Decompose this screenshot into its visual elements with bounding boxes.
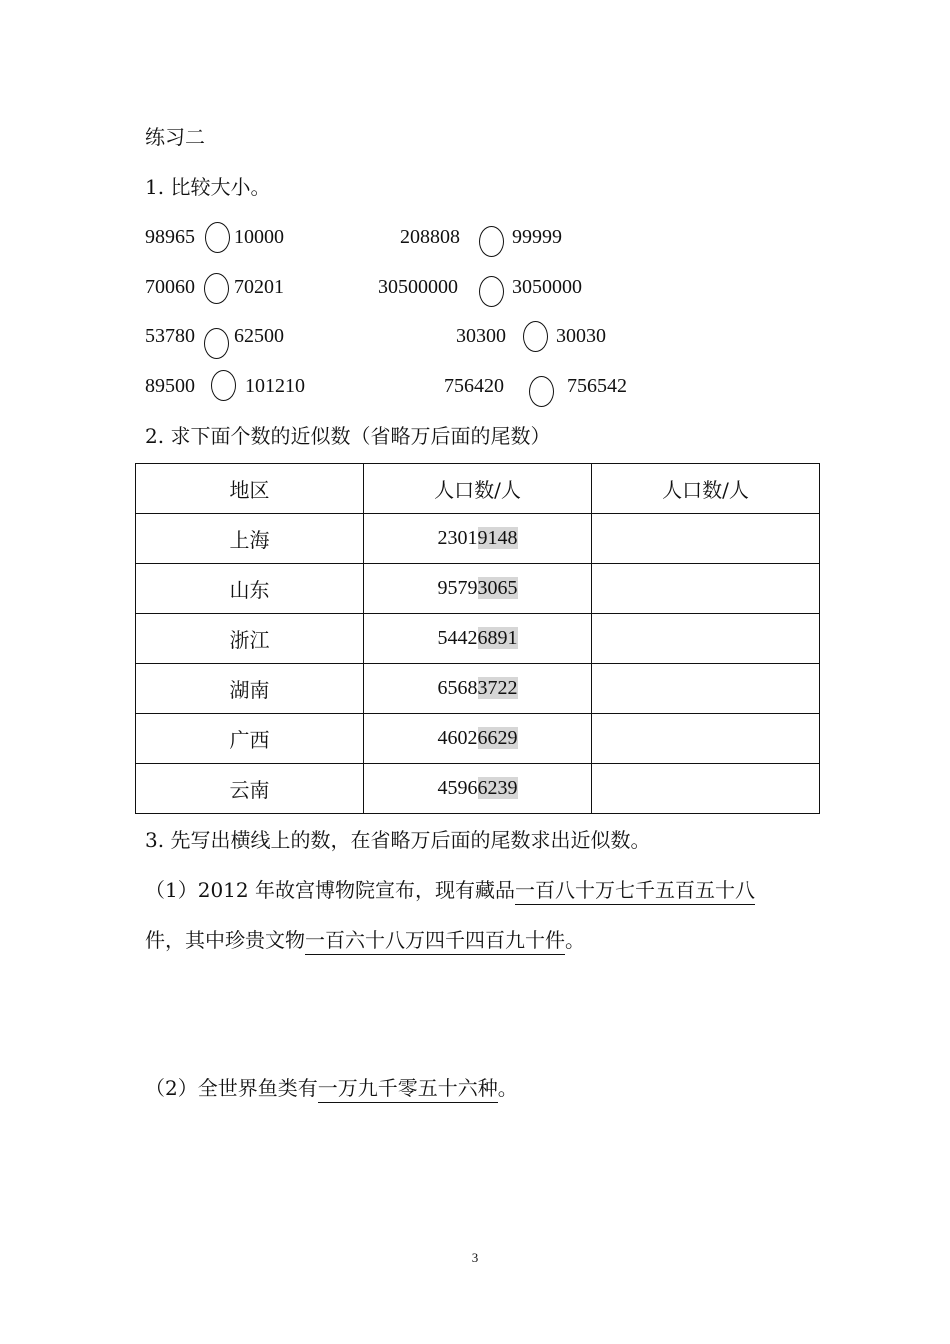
compare-right-number: 99999 [512,226,562,248]
answer-cell[interactable] [592,614,820,664]
table-header-row [136,464,820,514]
table-row [136,614,820,664]
population-head-digits: 2301 [437,527,478,549]
region-cell: 山东 [136,564,364,614]
q2-heading: 2. 求下面个数的近似数（省略万后面的尾数） [145,424,551,448]
compare-right-number: 62500 [234,325,284,347]
population-highlighted-digits: 6891 [477,627,518,649]
region-cell: 浙江 [136,614,364,664]
answer-cell[interactable] [592,564,820,614]
q3-part1-underlined-number-2: 一百六十八万四千四百九十件 [305,928,565,955]
answer-cell[interactable] [592,664,820,714]
compare-answer-circle[interactable] [529,376,554,407]
compare-left-number: 53780 [145,325,195,347]
compare-left-number: 30500000 [378,276,458,298]
compare-left-number: 98965 [145,226,195,248]
region-cell: 上海 [136,514,364,564]
q3-part2-end-punctuation: 。 [497,1076,518,1100]
table-row [136,564,820,614]
page-title: 练习二 [145,125,205,149]
population-highlighted-digits: 6629 [477,727,518,749]
answer-cell[interactable] [592,714,820,764]
population-cell [364,664,592,714]
population-head-digits: 6568 [437,677,478,699]
population-head-digits: 9579 [437,577,478,599]
population-cell [364,614,592,664]
population-cell [364,514,592,564]
population-head-digits: 5442 [437,627,478,649]
q3-part1-line2 [145,928,585,955]
compare-answer-circle[interactable] [204,328,229,359]
region-cell: 云南 [136,764,364,814]
table-header-cell: 人口数/人 [364,464,592,514]
compare-right-number: 30030 [556,325,606,347]
population-cell [364,764,592,814]
q3-part2-text: （2）全世界鱼类有 [145,1076,318,1100]
answer-cell[interactable] [592,764,820,814]
answer-cell[interactable] [592,514,820,564]
population-head-digits: 4596 [437,777,478,799]
page-number: 3 [471,1250,479,1265]
population-highlighted-digits: 9148 [477,527,518,549]
compare-answer-circle[interactable] [204,273,229,304]
q3-part1-text: （1）2012 年故宫博物院宣布，现有藏品 [145,878,515,902]
compare-left-number: 30300 [456,325,506,347]
q1-heading: 1. 比较大小。 [145,175,271,199]
q3-part2-line [145,1076,518,1103]
population-highlighted-digits: 6239 [477,777,518,799]
compare-right-number: 101210 [245,375,305,397]
q3-heading: 3. 先写出横线上的数，在省略万后面的尾数求出近似数。 [145,828,651,852]
table-header-cell: 地区 [136,464,364,514]
population-highlighted-digits: 3722 [477,677,518,699]
population-highlighted-digits: 3065 [477,577,518,599]
compare-answer-circle[interactable] [211,370,236,401]
q3-part1-end-punctuation: 。 [565,928,585,952]
compare-left-number: 70060 [145,276,195,298]
table-row [136,764,820,814]
compare-answer-circle[interactable] [205,222,230,253]
compare-left-number: 89500 [145,375,195,397]
table-header-cell: 人口数/人 [592,464,820,514]
compare-left-number: 756420 [444,375,504,397]
population-cell [364,564,592,614]
compare-right-number: 3050000 [512,276,582,298]
q3-part1-underlined-number-1: 一百八十万七千五百五十八 [515,878,755,905]
q3-part1-text: 件，其中珍贵文物 [145,928,305,952]
population-cell [364,714,592,764]
compare-right-number: 10000 [234,226,284,248]
compare-left-number: 208808 [400,226,460,248]
compare-right-number: 756542 [567,375,627,397]
compare-answer-circle[interactable] [479,276,504,307]
compare-answer-circle[interactable] [523,321,548,352]
population-head-digits: 4602 [437,727,478,749]
compare-right-number: 70201 [234,276,284,298]
region-cell: 湖南 [136,664,364,714]
compare-answer-circle[interactable] [479,226,504,257]
region-cell: 广西 [136,714,364,764]
table-row [136,714,820,764]
population-table [135,463,820,814]
table-row [136,664,820,714]
q3-part2-underlined-number: 一万九千零五十六种 [318,1076,498,1103]
table-row [136,514,820,564]
q3-part1-line1 [145,878,755,905]
